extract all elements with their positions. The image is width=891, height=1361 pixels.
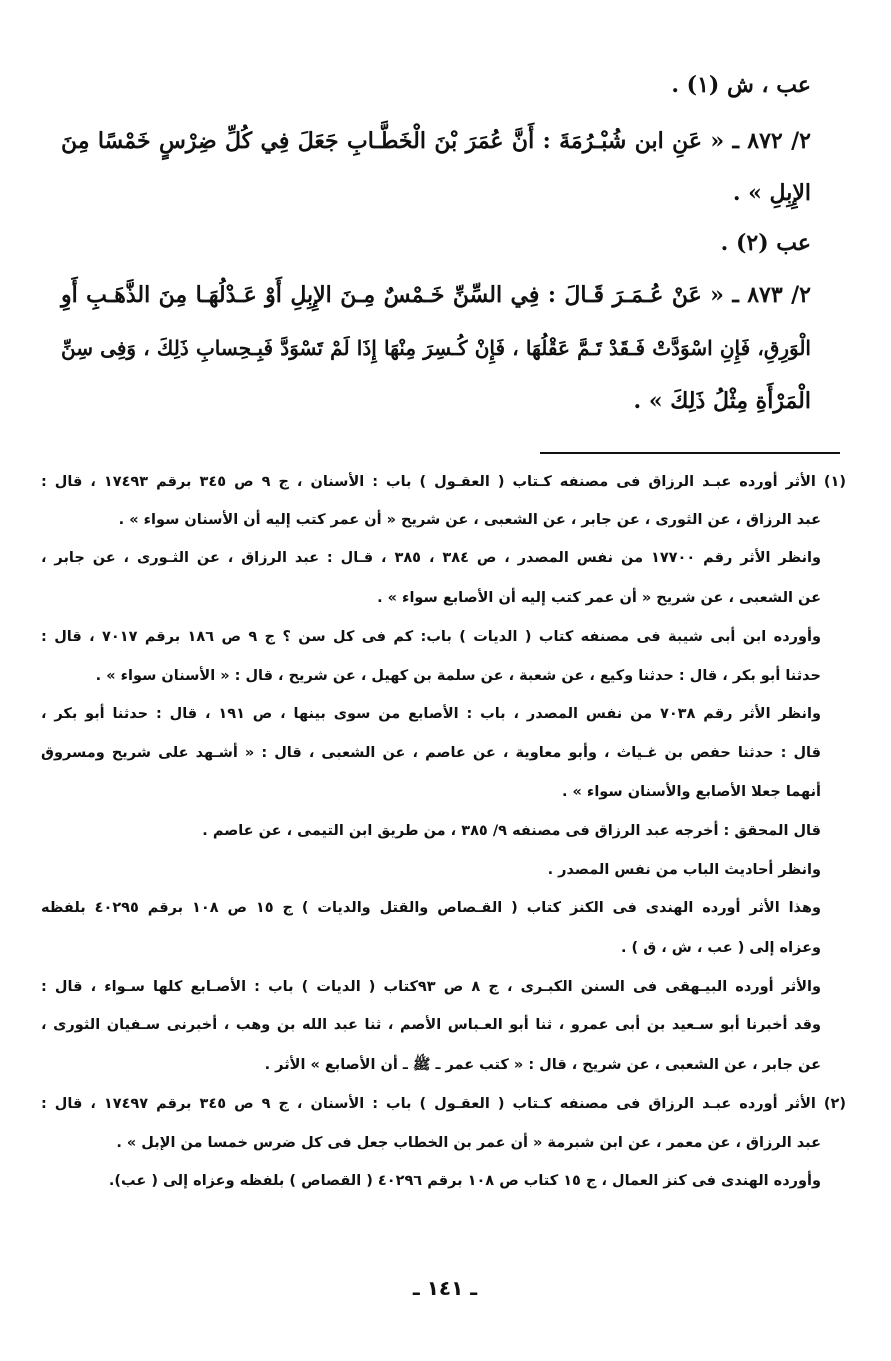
footnote-1-line: عبد الرزاق ، عن الثورى ، عن جابر ، عن الشعبى ، عن شريح « أن عمر كتب إليه أن الأسنان سواء » . <box>118 512 821 528</box>
footnote-1-line: وانظر أحاديث الباب من نفس المصدر . <box>547 862 821 878</box>
footnote-1-line: أنهما جعلا الأصابع والأسنان سواء » . <box>561 784 821 800</box>
footnote-1-line: وانظر الأثر رقم ١٧٧٠٠ من نفس المصدر ، ص ٣٨٤ ، ٣٨٥ ، قـال : عبد الرزاق ، عن الثـورى ، عن جابر ، <box>41 550 822 566</box>
footnote-1-line: عن الشعبى ، عن شريح « أن عمر كتب إليه أن الأصابع سواء » . <box>377 590 821 606</box>
footnote-1-line: حدثنا أبو بكر ، قال : حدثنا وكيع ، عن شعبة ، عن سلمة بن كهيل ، عن شريح ، قال : « الأسنان سواء » . <box>95 668 821 684</box>
hadith-873-line-1: ٢/ ٨٧٣ ـ « عَنْ عُـمَـرَ قَـالَ : فِي السِّنِّ خَـمْسٌ مِـنَ الإِبِلِ أَوْ عَـدْلُهَـا مِنَ الذَّهَـبِ أَوِ <box>61 282 811 308</box>
footnote-1-line: وانظر الأثر رقم ٧٠٣٨ من نفس المصدر ، باب : الأصابع من سوى بينها ، ص ١٩١ ، قال : حدثنا أبو بكر ، <box>41 706 821 722</box>
hadith-873-line-3: الْمَرْأَةِ مِثْلُ ذَلِكَ » . <box>633 388 811 414</box>
footnote-1-line: والأثر أورده البيـهقى فى السنن الكبـرى ، ج ٨ ص ٩٣كتاب ( الديات ) باب : الأصـابع كلها سـواء ، قال : <box>41 979 822 995</box>
footnote-1-line: قال : حدثنا حفص بن غـياث ، وأبو معاوية ، عن عاصم ، عن الشعبى ، قال : « أشـهد على شريح ومسروق <box>41 745 821 761</box>
footnote-1-line: وعزاه إلى ( عب ، ش ، ق ) . <box>621 940 821 956</box>
hadith-872-line-2: الإِبِلِ » . <box>732 180 811 206</box>
main-line-4: عب (٢) . <box>720 230 811 256</box>
footnote-1-line: عن جابر ، عن الشعبى ، عن شريح ، قال : « كتب عمر ـ ﷺ ـ أن الأصابع » الأثر . <box>264 1057 821 1073</box>
footnote-1-line: (١) الأثر أورده عبـد الرزاق فى مصنفه كـتاب ( العقـول ) باب : الأسنان ، ج ٩ ص ٣٤٥ برقم ١٧٤٩٣ ، قال : <box>41 474 846 490</box>
footnote-2-line: (٢) الأثر أورده عبـد الرزاق فى مصنفه كـتاب ( العقـول ) باب : الأسنان ، ج ٩ ص ٣٤٥ برقم ١٧٤٩٧ ، قال : <box>41 1096 846 1112</box>
footnote-1-line: وهذا الأثر أورده الهندى فى الكنز كتاب ( القـصاص والقتل والديات ) ج ١٥ ص ١٠٨ برقم ٤٠٢٩٥ بلفظه <box>41 900 821 916</box>
footnote-separator <box>540 452 840 454</box>
footnote-1-line: قال المحقق : أخرجه عبد الرزاق فى مصنفه ٩/ ٣٨٥ ، من طريق ابن التيمى ، عن عاصم . <box>202 823 821 839</box>
footnote-2-line: عبد الرزاق ، عن معمر ، عن ابن شبرمة « أن عمر بن الخطاب جعل فى كل ضرس خمسا من الإبل » . <box>116 1135 821 1151</box>
main-line-1: عب ، ش (١) . <box>671 72 811 98</box>
hadith-872-line-1: ٢/ ٨٧٢ ـ « عَنِ ابن شُبْـرُمَةَ : أَنَّ عُمَرَ بْنَ الْخَطَّـابِ جَعَلَ فِي كُلِّ ضِرْسٍ خَمْسًا مِنَ <box>61 128 811 154</box>
hadith-873-line-2: الْوَرِقِ، فَإِنِ اسْوَدَّتْ فَـقَدْ تَـمَّ عَقْلُهَا ، فَإِنْ كُـسِرَ مِنْهَا إِذَا لَمْ تَسْوَدَّ فَبِـحِسابِ ذَلِكَ ، وَفِى سِنِّ <box>61 336 811 360</box>
page-number: ـ ١٤١ ـ <box>412 1276 478 1300</box>
footnote-2-line: وأورده الهندى فى كنز العمال ، ج ١٥ كتاب ص ١٠٨ برقم ٤٠٢٩٦ ( القصاص ) بلفظه وعزاه إلى ( عب). <box>108 1173 821 1189</box>
footnote-1-line: وقد أخبرنا أبو سـعيد بن أبى عمرو ، ثنا أبو العـباس الأصم ، ثنا عبد الله بن وهب ، أخبرنى سـفيان الثورى ، <box>41 1017 821 1033</box>
footnote-1-line: وأورده ابن أبى شيبة فى مصنفه كتاب ( الديات ) باب: كم فى كل سن ؟ ج ٩ ص ١٨٦ برقم ٧٠١٧ ، قال : <box>41 629 821 645</box>
